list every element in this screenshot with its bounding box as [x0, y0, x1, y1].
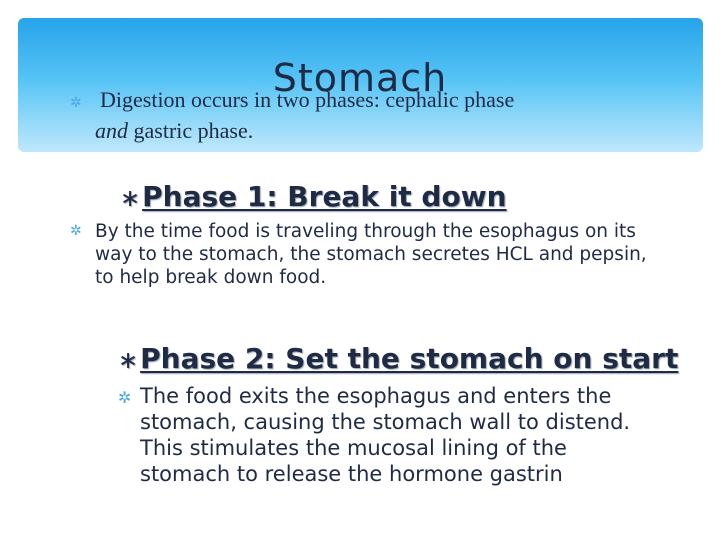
phase1-body	[70, 220, 670, 289]
asterisk-bullet-icon: ∗	[118, 346, 139, 374]
intro-and: and	[95, 118, 128, 143]
bullet-icon: ✲	[70, 223, 82, 239]
phase1-body-text: By the time food is traveling through the esophagus on its way to the stomach, the stomach secretes HCL and pepsin, to help break down food.	[95, 221, 647, 288]
intro-line-1: Digestion occurs in two phases: cephalic phase	[100, 87, 515, 112]
phase1-heading-text: Phase 1: Break it down	[142, 180, 507, 213]
bullet-icon: ✲	[118, 388, 132, 407]
phase2-heading-text: Phase 2: Set the stomach on start	[140, 342, 679, 375]
phase1-heading	[120, 180, 507, 213]
phase2-body	[118, 383, 648, 487]
bullet-icon: ✲	[70, 96, 82, 111]
asterisk-bullet-icon: ∗	[120, 184, 141, 212]
slide-title: Stomach	[272, 56, 448, 100]
phase2-heading	[118, 342, 678, 375]
intro-line-2: gastric phase.	[128, 118, 254, 143]
phase2-body-text: The food exits the esophagus and enters the stomach, causing the stomach wall to distend. This stimulates the mucosal lining of the stomach to release the hormone gastrin	[140, 384, 631, 486]
